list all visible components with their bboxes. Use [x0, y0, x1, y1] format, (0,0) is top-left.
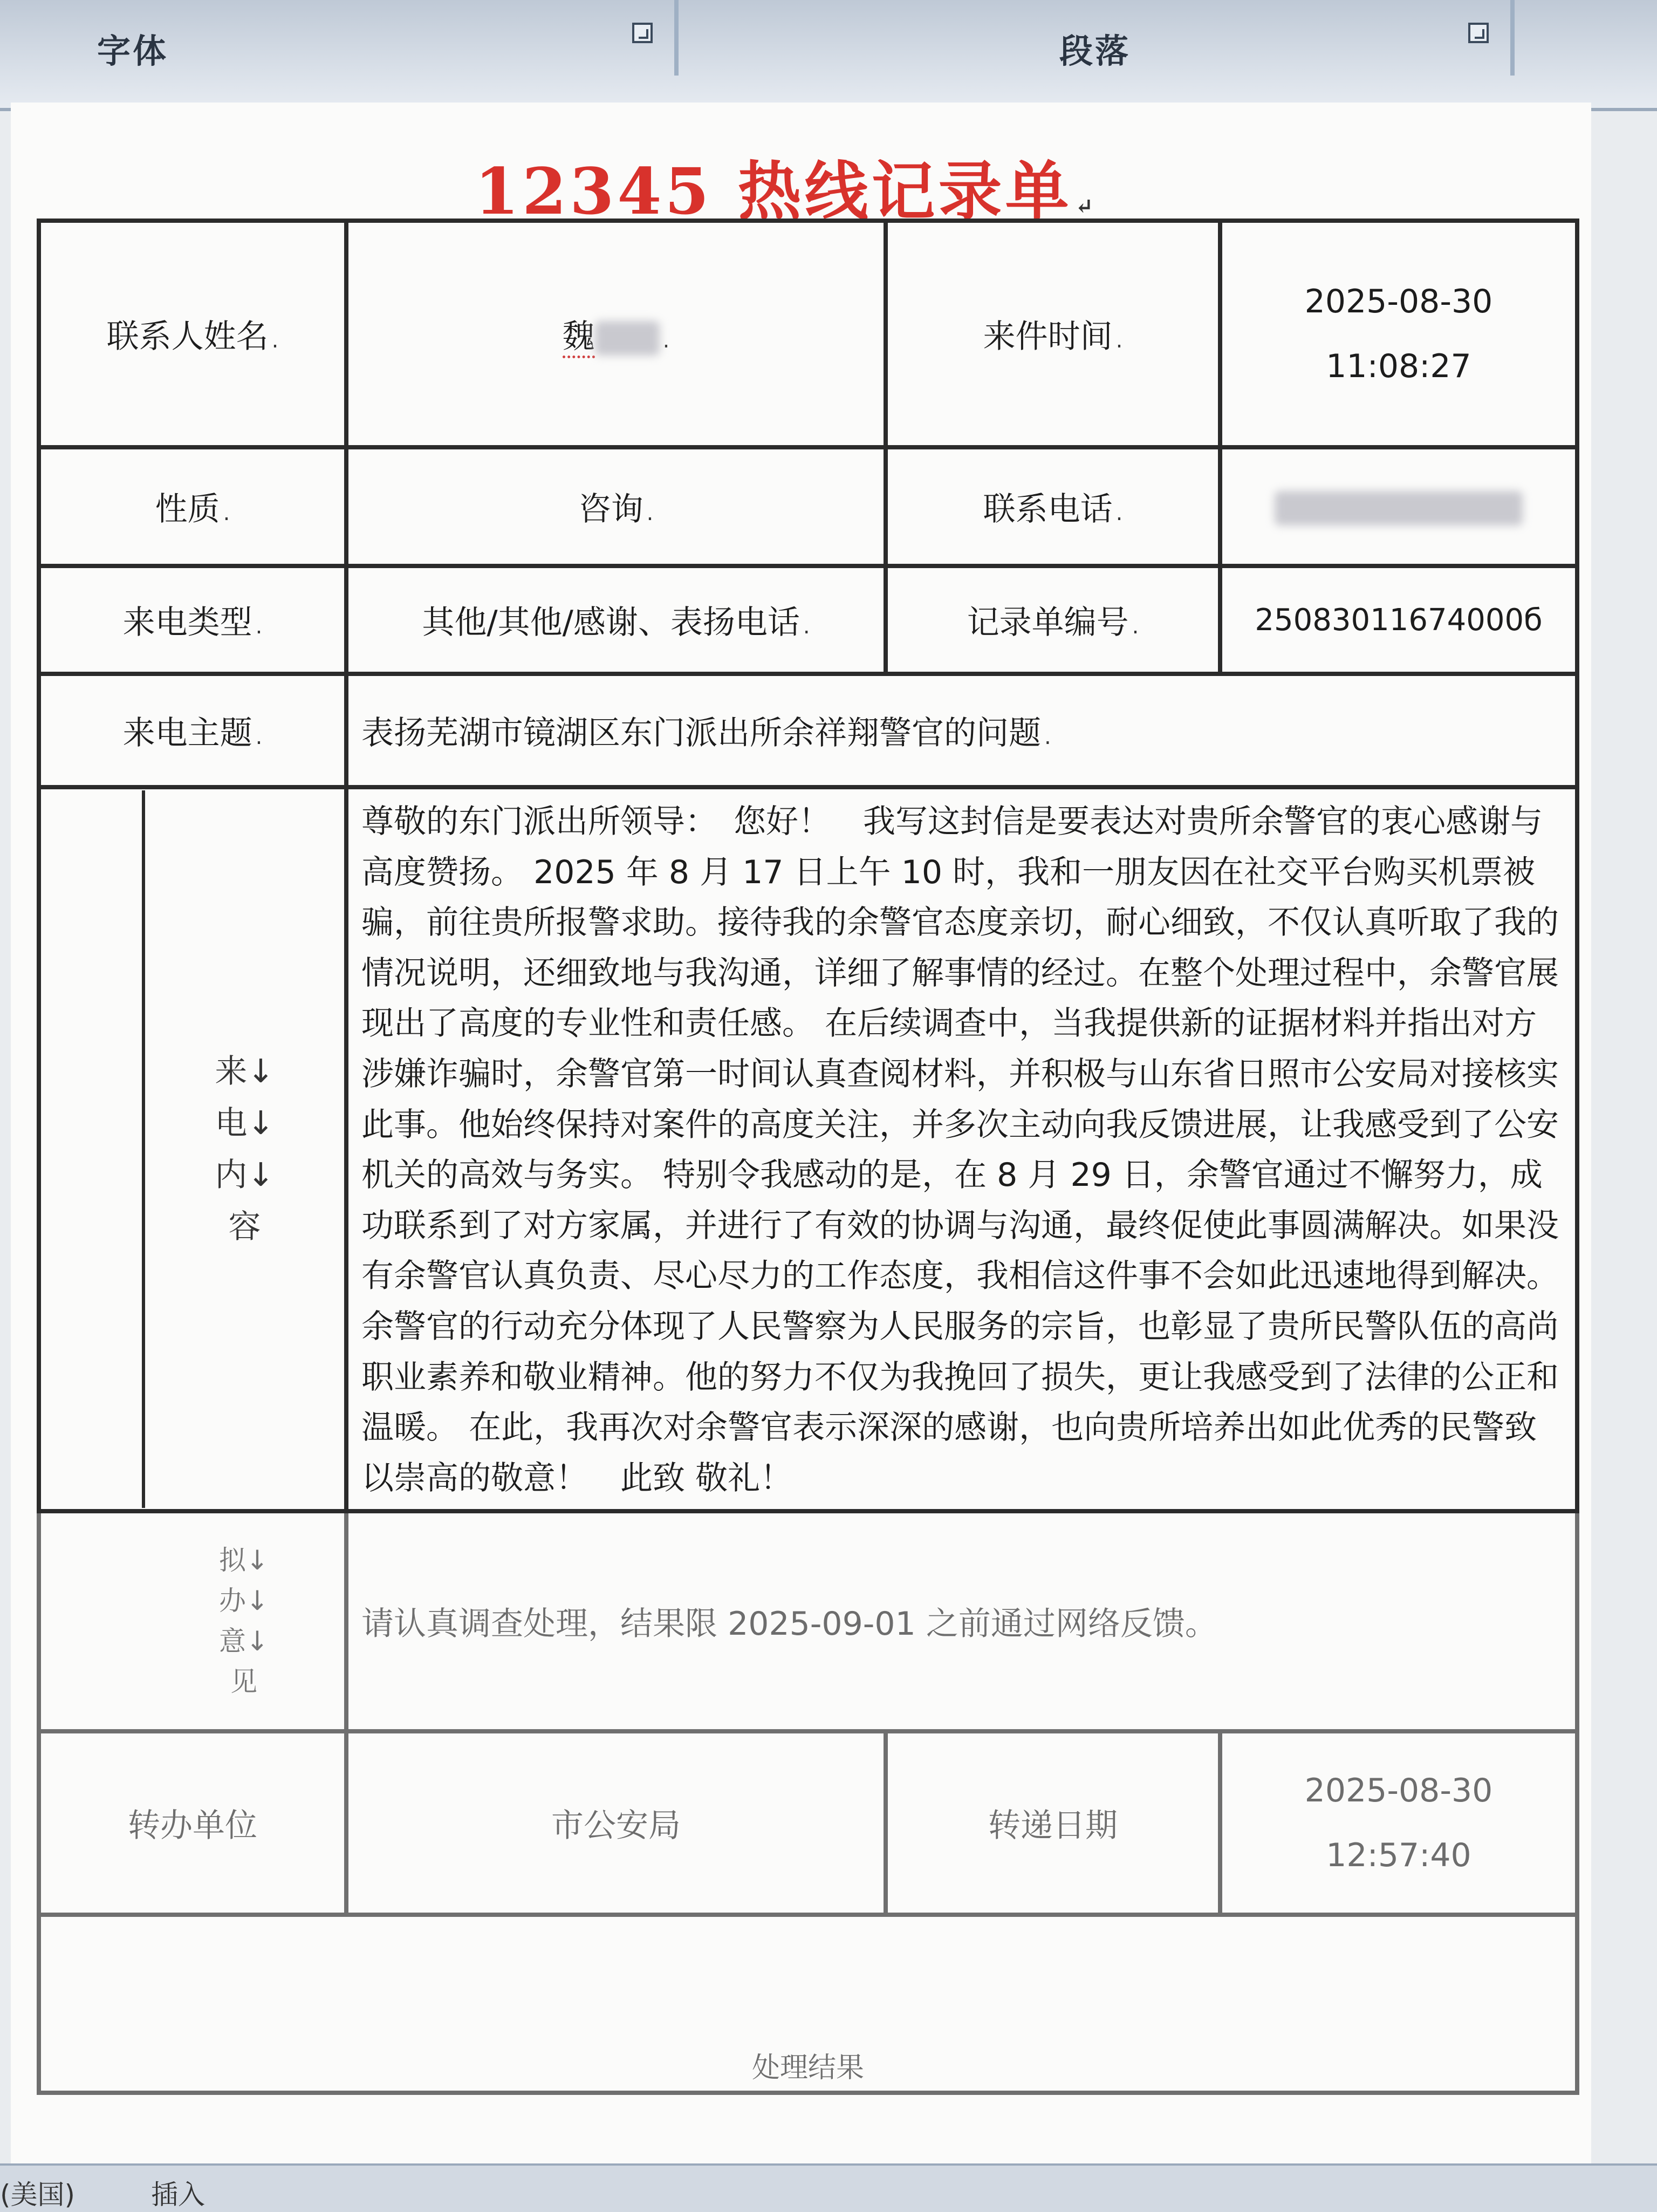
arrival-time-label: 来件时间 . [886, 221, 1220, 447]
call-type-value[interactable]: 其他/其他/感谢、表扬电话 . [346, 566, 886, 674]
arrival-time-value[interactable] [1220, 221, 1577, 447]
arrival-clock: 11:08:27 [1326, 347, 1471, 385]
transfer-date-value[interactable] [1220, 1731, 1577, 1915]
result-cell[interactable] [39, 1915, 1577, 2093]
font-group-label: 字体 [97, 31, 169, 71]
paragraph-group [680, 0, 1515, 76]
paragraph-dialog-launcher-icon[interactable] [1468, 23, 1489, 43]
redacted-phone [1275, 491, 1523, 525]
transfer-date-label: 转递日期 [886, 1731, 1220, 1915]
status-bar [0, 2163, 1657, 2212]
contact-name-value[interactable]: 魏 . [346, 221, 886, 447]
record-no-value[interactable]: 25083011674000б [1220, 566, 1577, 674]
font-group [0, 0, 679, 76]
call-type-label: 来电类型 . [39, 566, 346, 674]
dept-label: 转办单位 [39, 1731, 346, 1915]
paragraph-group-label: 段落 [1059, 31, 1131, 71]
record-no-label: 记录单编号 . [886, 566, 1220, 674]
subject-value[interactable]: 表扬芜湖市镜湖区东门派出所余祥翔警官的问题 . [346, 674, 1577, 787]
ribbon [0, 0, 1657, 111]
transfer-clock: 12:57:40 [1326, 1836, 1471, 1875]
paragraph-mark-icon: ↵ [1075, 194, 1097, 219]
transfer-date: 2025-08-30 [1304, 1772, 1493, 1810]
opinion-label-cell [39, 1511, 346, 1731]
content-text[interactable]: 尊敬的东门派出所领导： 您好！ 我写这封信是要表达对贵所余警官的衷心感谢与高度赞扬。 2025 年 8 月 17 日上午 10 时，我和一朋友因在社交平台购买机票被骗，前往贵所报警求助。接待我的余警官态度亲切，耐心细致，不仅认真听取了我的情况说明，还细致地与我沟通，详细了解事情的经过。在整个处理过程中，余警官展现出了高度的专业性和责任感。 在后续调查中，当我提供新的证据材料并指出对方涉嫌诈骗时，余警官第一时间认真查阅材料，并积极与山东省日照市公安局对接核实此事。他始终保持对案件的高度关注，并多次主动向我反馈进展，让我感受到了公安机关的高效与务实。 特别令我感动的是，在 8 月 29 日，余警官通过不懈努力，成功联系到了对方家属，并进行了有效的协调与沟通，最终促使此事圆满解决。如果没有余警官认真负责、尽心尽力的工作态度，我相信这件事不会如此迅速地得到解决。 余警官的行动充分体现了人民警察为人民服务的宗旨，也彰显了贵所民警队伍的高尚职业素养和敬业精神。他的努力不仅为我挽回了损失，更让我感受到了法律的公正和温暖。 在此，我再次对余警官表示深深的感谢，也向贵所培养出如此优秀的民警致以崇高的敬意！ 此致 敬礼！ [346, 787, 1577, 1511]
record-table [37, 219, 1579, 2095]
contact-name-label: 联系人姓名 . [39, 221, 346, 447]
document-page[interactable] [11, 103, 1591, 2210]
subject-label: 来电主题 . [39, 674, 346, 787]
result-label: 处理结果 [751, 2052, 864, 2085]
language-status[interactable]: (美国) [0, 2179, 76, 2210]
redacted-name [595, 321, 660, 356]
insert-mode-status[interactable]: 插入 [151, 2179, 205, 2210]
dept-value[interactable]: 市公安局 [346, 1731, 886, 1915]
nature-value[interactable]: 咨询 . [346, 447, 886, 566]
content-label: 来↓ 电↓ 内↓ 容 [143, 790, 344, 1508]
arrival-date: 2025-08-30 [1304, 283, 1493, 320]
nature-label: 性质 . [39, 447, 346, 566]
title-text: 12345 热线记录单 [475, 154, 1072, 229]
phone-value[interactable] [1220, 447, 1577, 566]
opinion-text[interactable]: 请认真调查处理，结果限 2025-09-01 之前通过网络反馈。 [346, 1511, 1577, 1731]
phone-label: 联系电话 . [886, 447, 1220, 566]
font-dialog-launcher-icon[interactable] [632, 23, 653, 43]
opinion-label: 拟↓ 办↓ 意↓ 见 [219, 1545, 269, 1698]
content-label-cell [39, 787, 346, 1511]
